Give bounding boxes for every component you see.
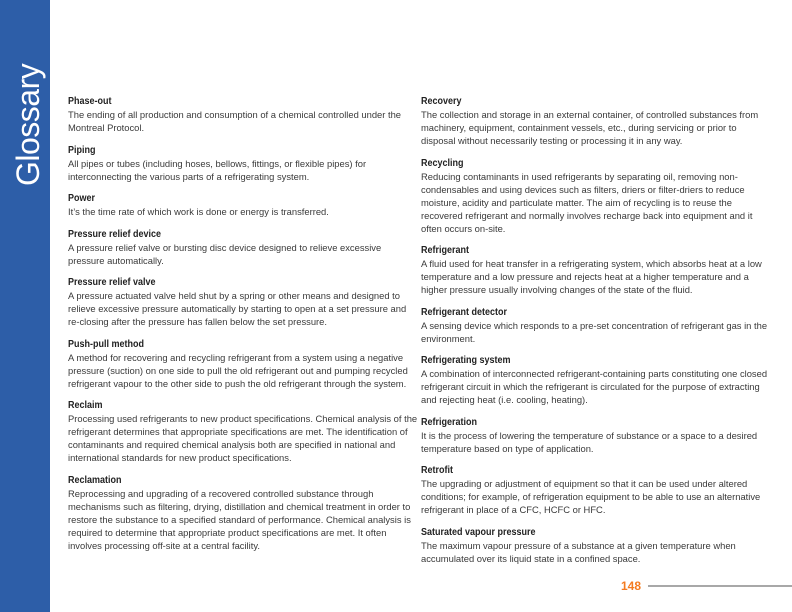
glossary-term: Piping bbox=[68, 144, 96, 156]
glossary-entry bbox=[421, 526, 771, 565]
glossary-entry bbox=[68, 399, 418, 464]
glossary-definition: The maximum vapour pressure of a substance at a given temperature when accumulated over its liquid state in a confined space. bbox=[421, 539, 736, 564]
page-number: 148 bbox=[621, 579, 642, 593]
glossary-term: Recovery bbox=[421, 96, 462, 107]
glossary-term: Reclaim bbox=[68, 400, 103, 411]
glossary-definition: Processing used refrigerants to new product specifications. Chemical analysis of the refrigerant determines that appropriate specifications are met. The identification of contaminants and required chemical analysis both are specified in national and international standards for new product specifications. bbox=[68, 413, 418, 463]
glossary-entry bbox=[68, 228, 418, 267]
glossary-entry bbox=[421, 354, 771, 406]
glossary-term: Phase-out bbox=[68, 96, 112, 107]
glossary-definition: Reprocessing and upgrading of a recovered controlled substance through mechanisms such as filtering, drying, distillation and chemical treatment in order to restore the substance to a specified standard of performance. Chemical analysis is required to determine that appropriate product specifications are met. It often involves processing off-site at a central facility. bbox=[68, 487, 411, 551]
glossary-definition: A method for recovering and recycling refrigerant from a system using a negative pressure (suction) on one side to pull the old refrigerant out and pumping recycled refrigerant vapour to the other side to push the old refrigerant through the system. bbox=[68, 351, 408, 389]
glossary-term: Retrofit bbox=[421, 465, 454, 476]
glossary-term: Refrigerant bbox=[421, 245, 470, 256]
glossary-definition: It’s the time rate of which work is done or energy is transferred. bbox=[68, 206, 329, 217]
footer-rule bbox=[648, 585, 792, 587]
glossary-definition: All pipes or tubes (including hoses, bellows, fittings, or flexible pipes) for interconnecting the various parts of a refrigerating system. bbox=[68, 157, 367, 182]
glossary-entry bbox=[68, 95, 418, 134]
glossary-entry bbox=[68, 276, 418, 328]
glossary-entry bbox=[421, 95, 771, 147]
glossary-definition: The upgrading or adjustment of equipment so that it can be used under altered conditions; for example, of refrigeration equipment to be able to use an alternative refrigerant in place of a CFC, HCFC or HFC. bbox=[421, 478, 761, 515]
glossary-entry bbox=[421, 306, 771, 345]
glossary-definition: A combination of interconnected refrigerant-containing parts constituting one closed refrigerant circuit in which the refrigerant is circulated for the purpose of extracting and rejecting heat (i.e. cooling, heating). bbox=[421, 368, 768, 405]
glossary-definition: The collection and storage in an external container, of controlled substances from machinery, equipment, containment vessels, etc., during servicing or prior to disposal without necessarily testing or processing it in any way. bbox=[421, 109, 759, 146]
glossary-left-column bbox=[68, 95, 418, 561]
glossary-right-column bbox=[421, 95, 771, 574]
glossary-entry bbox=[421, 157, 771, 235]
glossary-definition: Reducing contaminants in used refrigerants by separating oil, removing non-condensables and using devices such as filters, driers or filter-driers to reduce moisture, acidity and particulate matter. The aim of recycling is to reuse the recovered refrigerant and normally involves recharge back into equipment and it often occurs on-site. bbox=[421, 170, 753, 234]
glossary-entry bbox=[68, 144, 418, 183]
glossary-entry bbox=[421, 464, 771, 516]
glossary-definition: A fluid used for heat transfer in a refrigerating system, which absorbs heat at a low temperature and a low pressure and rejects heat at a higher temperature and a higher pressure usually involving changes of the state of the fluid. bbox=[421, 258, 762, 295]
section-title: Glossary bbox=[10, 63, 46, 186]
glossary-term: Power bbox=[68, 193, 96, 204]
glossary-term: Reclamation bbox=[68, 474, 122, 486]
glossary-term: Push-pull method bbox=[68, 338, 145, 350]
glossary-definition: It is the process of lowering the temperature of substance or a space to a desired temperature based on type of application. bbox=[421, 429, 758, 454]
glossary-definition: A sensing device which responds to a pre-set concentration of refrigerant gas in the environment. bbox=[421, 319, 768, 344]
glossary-entry bbox=[421, 416, 771, 455]
glossary-term: Refrigerant detector bbox=[421, 306, 508, 318]
glossary-term: Refrigeration bbox=[421, 416, 478, 428]
glossary-term: Saturated vapour pressure bbox=[421, 526, 536, 538]
glossary-term: Refrigerating system bbox=[421, 355, 511, 366]
glossary-definition: The ending of all production and consumption of a chemical controlled under the Montreal Protocol. bbox=[68, 109, 402, 133]
glossary-entry bbox=[68, 338, 418, 390]
glossary-entry bbox=[68, 474, 418, 552]
glossary-entry bbox=[421, 244, 771, 296]
glossary-entry bbox=[68, 192, 418, 218]
glossary-term: Recycling bbox=[421, 157, 464, 169]
glossary-definition: A pressure actuated valve held shut by a spring or other means and designed to relieve excessive pressure automatically by starting to open at a set pressure and re-closing after the pressure has fallen below the set pressure. bbox=[68, 290, 407, 327]
glossary-term: Pressure relief valve bbox=[68, 277, 156, 288]
glossary-definition: A pressure relief valve or bursting disc device designed to relieve excessive pressure automatically. bbox=[68, 241, 382, 266]
glossary-term: Pressure relief device bbox=[68, 228, 162, 240]
section-sidebar-band bbox=[0, 0, 50, 612]
